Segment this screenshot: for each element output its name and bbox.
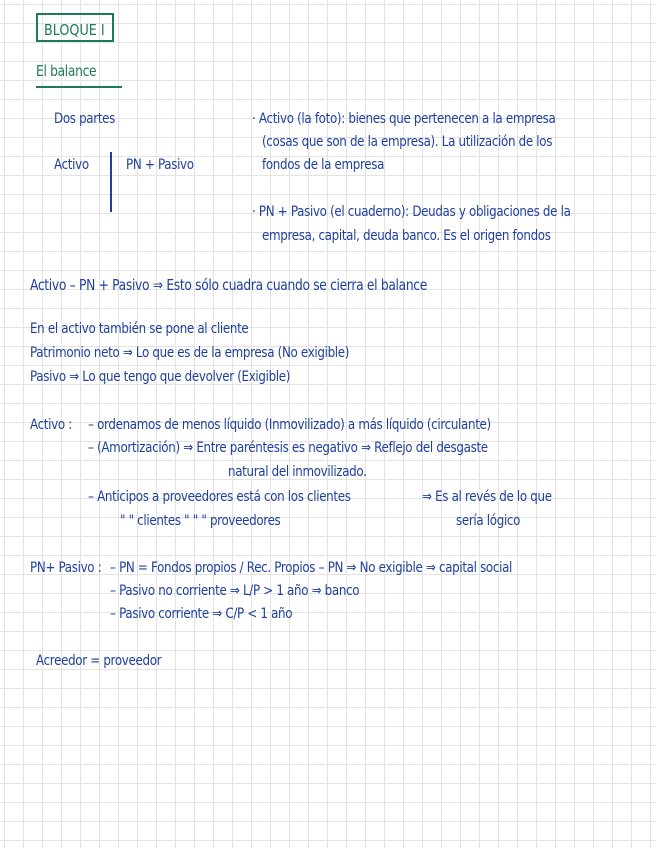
pn-definition-line-2: empresa, capital, deuda banco. Es el origen fondos bbox=[262, 228, 551, 244]
activo-item-3a-arrow: ⇒ Es al revés de lo que bbox=[422, 489, 552, 505]
block-title: BLOQUE I bbox=[44, 21, 105, 39]
pn-pasivo-column-label: PN + Pasivo bbox=[126, 157, 194, 173]
activo-item-2a: – (Amortización) ⇒ Entre paréntesis es negativo ⇒ Reflejo del desgaste bbox=[88, 440, 488, 456]
activo-item-3a: – Anticipos a proveedores está con los clientes bbox=[88, 489, 351, 505]
activo-definition-line-3: fondos de la empresa bbox=[262, 157, 385, 173]
client-note-line-3: Pasivo ⇒ Lo que tengo que devolver (Exigible) bbox=[30, 369, 291, 385]
t-account-divider bbox=[110, 152, 112, 212]
client-note-line-1: En el activo también se pone al cliente bbox=[30, 321, 249, 337]
activo-item-3b-ditto: " " clientes " " " proveedores bbox=[120, 513, 281, 529]
dos-partes-label: Dos partes bbox=[54, 111, 116, 127]
activo-definition-line-1: · Activo (la foto): bienes que pertenecen a la empresa bbox=[252, 111, 556, 127]
activo-item-3b-end: sería lógico bbox=[456, 513, 521, 529]
activo-definition-line-2: (cosas que son de la empresa). La utilización de los bbox=[262, 134, 553, 150]
activo-item-1: – ordenamos de menos líquido (Inmovilizado) a más líquido (circulante) bbox=[88, 417, 491, 433]
pn-item-1: – PN = Fondos propios / Rec. Propios – PN ⇒ No exigible ⇒ capital social bbox=[110, 560, 513, 576]
balance-equation: Activo – PN + Pasivo ⇒ Esto sólo cuadra cuando se cierra el balance bbox=[30, 276, 427, 294]
activo-item-2b: natural del inmovilizado. bbox=[228, 464, 367, 480]
section-title-underline bbox=[36, 86, 122, 88]
pn-item-2: – Pasivo no corriente ⇒ L/P > 1 año ⇒ banco bbox=[110, 583, 360, 599]
client-note-line-2: Patrimonio neto ⇒ Lo que es de la empresa (No exigible) bbox=[30, 345, 350, 361]
activo-section-label: Activo : bbox=[30, 417, 72, 433]
pn-item-3: – Pasivo corriente ⇒ C/P < 1 año bbox=[110, 606, 293, 622]
pn-section-label: PN+ Pasivo : bbox=[30, 560, 102, 576]
block-title-box bbox=[36, 13, 114, 42]
acreedor-note: Acreedor = proveedor bbox=[36, 653, 162, 669]
section-title: El balance bbox=[36, 62, 97, 80]
pn-definition-line-1: · PN + Pasivo (el cuaderno): Deudas y obligaciones de la bbox=[252, 204, 571, 220]
activo-column-label: Activo bbox=[54, 157, 89, 173]
